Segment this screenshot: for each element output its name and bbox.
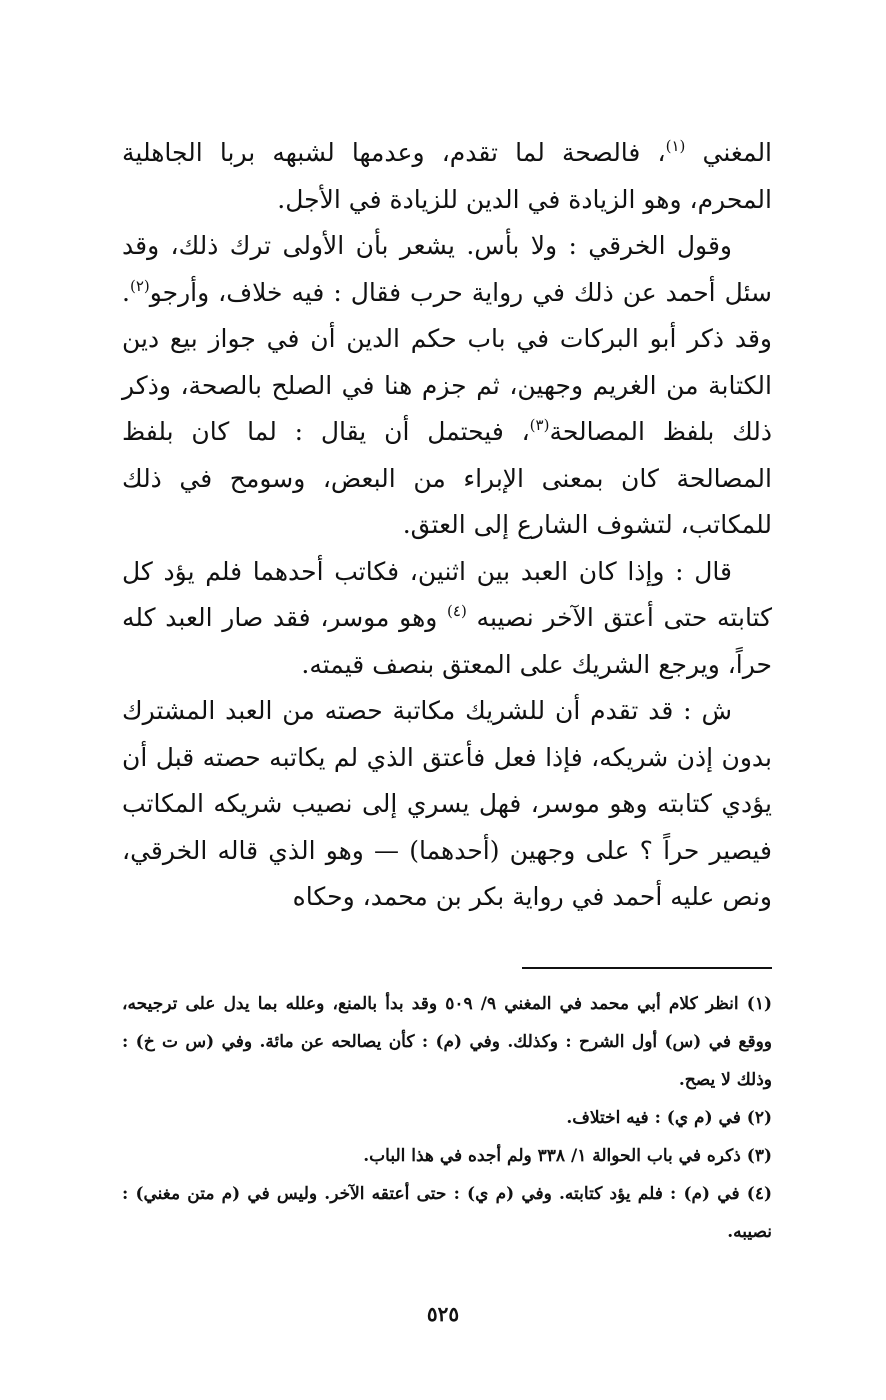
footnote-3: (٣) ذكره في باب الحوالة ١/ ٣٣٨ ولم أجده في هذا الباب.: [363, 1146, 772, 1166]
footnote-1: (١) انظر كلام أبي محمد في المغني ٩/ ٥٠٩ وقد بدأ بالمنع، وعلله بما يدل على ترجيحه، ووقع في (س) أول الشرح : وكذلك. وفي (م) : كأن يصالحه عن مائة. وفي (س ت خ) : وذلك لا يصح.: [122, 994, 772, 1090]
text-segment: . وقد ذكر أبو البركات في باب حكم الدين أن في جواز بيع دين الكتابة من الغريم وجهين، ثم جزم هنا في الصلح بالصحة، وذكر ذلك بلفظ المصالحة: [122, 277, 772, 446]
text-segment: المغني: [685, 138, 773, 167]
text-segment: قال : وإذا كان العبد بين اثنين، فكاتب أحدهما فلم يؤد كل كتابته حتى أعتق الآخر نصيبه: [122, 556, 773, 632]
footnote-4: (٤) في (م) : فلم يؤد كتابته. وفي (م ي) : حتى أعتقه الآخر. وليس في (م متن مغني) : نصيبه.: [122, 1184, 772, 1242]
text-segment: ، فالصحة لما تقدم، وعدمها لشبهه بربا الجاهلية المحرم، وهو الزيادة في الدين للزيادة في الأجل.: [122, 138, 772, 214]
footnote-2: (٢) في (م ي) : فيه اختلاف.: [566, 1108, 772, 1128]
footnote-ref-3[interactable]: (٣): [529, 416, 550, 434]
text-segment: وهو موسر، فقد صار العبد كله حراً، ويرجع الشريك على المعتق بنصف قيمته.: [122, 603, 772, 679]
footnotes: [122, 985, 772, 1251]
paragraph-1: [122, 130, 772, 223]
footnote-divider: [522, 967, 772, 969]
paragraph-4: [122, 688, 772, 921]
footnote-ref-2[interactable]: (٢): [129, 276, 150, 295]
main-text: [122, 130, 772, 921]
text-segment: ش : قد تقدم أن للشريك مكاتبة حصته من العبد المشترك بدون إذن شريكه، فإذا فعل فأعتق الذي لم يكاتبه حصته قبل أن يؤدي كتابته وهو موسر، فهل يسري إلى نصيب شريكه المكاتب فيصير حراً ؟ على وجهين (أحدهما) — وهو الذي قاله الخرقي، ونص عليه أحمد في رواية بكر بن محمد، وحكاه: [122, 696, 772, 911]
text-segment: ، فيحتمل أن يقال : لما كان بلفظ المصالحة كان بمعنى الإبراء من البعض، وسومح في ذلك للمكاتب، لتشوف الشارع إلى العتق.: [122, 417, 772, 539]
text-segment: وقول الخرقي : ولا بأس. يشعر بأن الأولى ترك ذلك، وقد سئل أحمد عن ذلك في رواية حرب فقال : فيه خلاف، وأرجو: [122, 231, 772, 307]
footnote-ref-4[interactable]: (٤): [447, 602, 467, 620]
paragraph-3: [122, 549, 772, 689]
page-number: ٥٢٥: [426, 1302, 460, 1326]
footnote-ref-1[interactable]: (١): [665, 137, 686, 155]
paragraph-2: [122, 223, 772, 549]
